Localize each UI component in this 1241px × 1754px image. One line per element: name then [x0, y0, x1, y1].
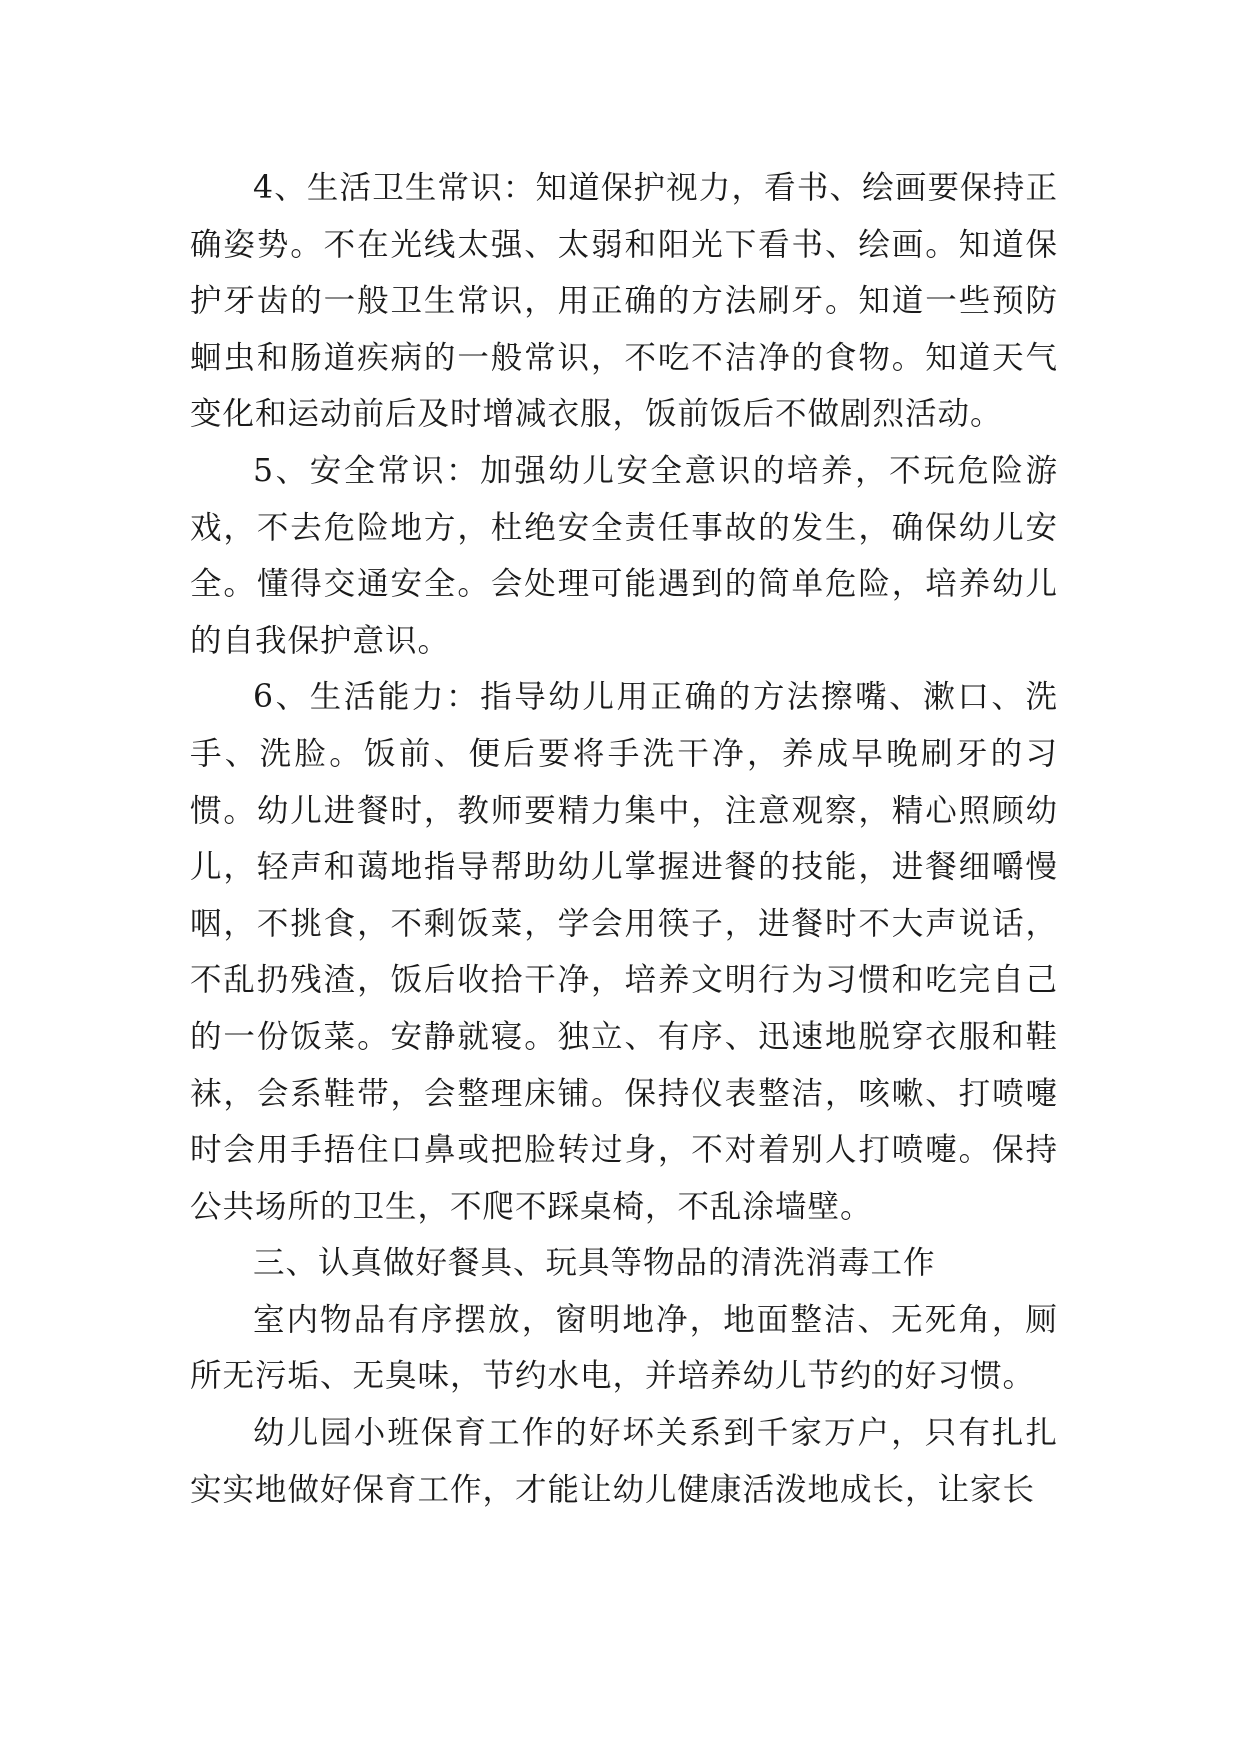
- paragraph-indoor-order: 室内物品有序摆放，窗明地净，地面整洁、无死角，厕所无污垢、无臭味，节约水电，并培养幼儿节约的好习惯。: [190, 1301, 1058, 1395]
- paragraph-hygiene-knowledge: 4、生活卫生常识：知道保护视力，看书、绘画要保持正确姿势。不在光线太强、太弱和阳光下看书、绘画。知道保护牙齿的一般卫生常识，用正确的方法刷牙。知道一些预防蛔虫和肠道疾病的一般常识，不吃不洁净的食物。知道天气变化和运动前后及时增减衣服，饭前饭后不做剧烈活动。: [190, 170, 1058, 433]
- paragraph-conclusion: 幼儿园小班保育工作的好坏关系到千家万户，只有扎扎实实地做好保育工作，才能让幼儿健康活泼地成长，让家长: [190, 1415, 1058, 1508]
- paragraph-safety-knowledge: 5、安全常识：加强幼儿安全意识的培养，不玩危险游戏，不去危险地方，杜绝安全责任事故的发生，确保幼儿安全。懂得交通安全。会处理可能遇到的简单危险，培养幼儿的自我保护意识。: [190, 452, 1058, 659]
- section-heading-disinfection: 三、认真做好餐具、玩具等物品的清洗消毒工作: [253, 1245, 936, 1282]
- paragraph-life-skills: 6、生活能力：指导幼儿用正确的方法擦嘴、漱口、洗手、洗脸。饭前、便后要将手洗干净，养成早晚刷牙的习惯。幼儿进餐时，教师要精力集中，注意观察，精心照顾幼儿，轻声和蔼地指导帮助幼儿掌握进餐的技能，进餐细嚼慢咽，不挑食，不剩饭菜，学会用筷子，进餐时不大声说话，不乱扔残渣，饭后收拾干净，培养文明行为习惯和吃完自己的一份饭菜。安静就寝。独立、有序、迅速地脱穿衣服和鞋袜，会系鞋带，会整理床铺。保持仪表整洁，咳嗽、打喷嚏时会用手捂住口鼻或把脸转过身，不对着别人打喷嚏。保持公共场所的卫生，不爬不踩桌椅，不乱涂墙壁。: [190, 679, 1058, 1225]
- document-body: [190, 160, 1058, 1518]
